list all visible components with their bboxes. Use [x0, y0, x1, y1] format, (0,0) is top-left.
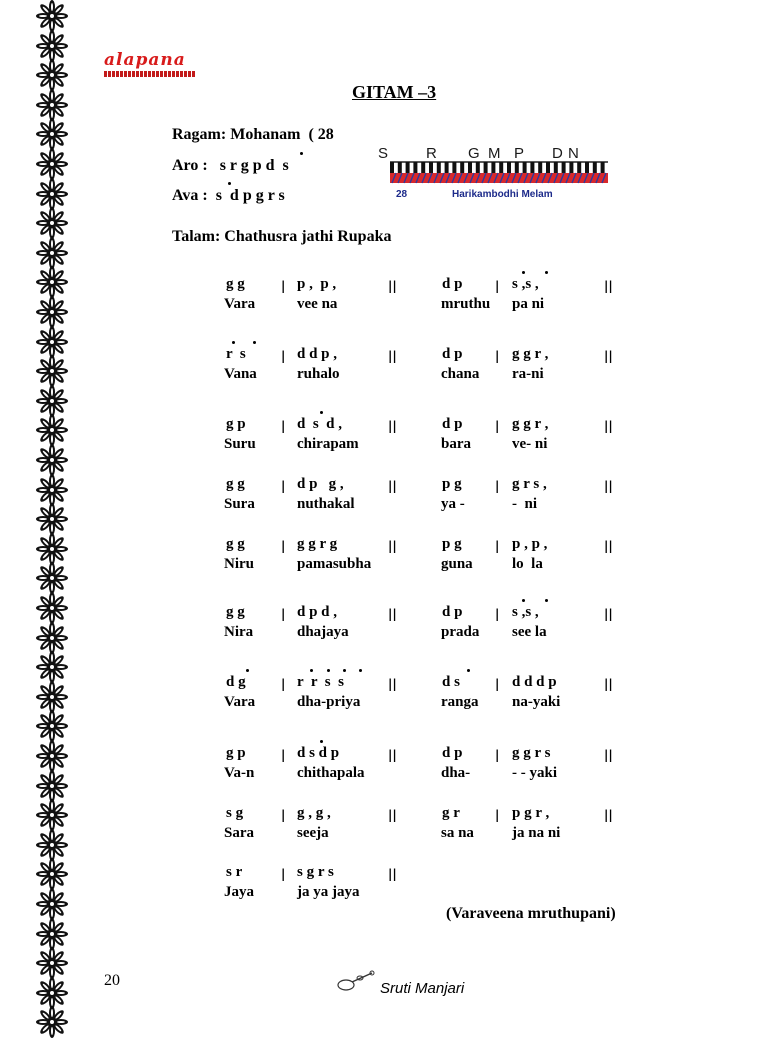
swara-1: g g — [226, 604, 245, 620]
octave-dot — [310, 669, 313, 672]
avartanam-bar: || — [604, 539, 613, 553]
octave-dot — [327, 669, 330, 672]
avartanam-bar: || — [604, 748, 613, 762]
flower-ornament-icon — [36, 178, 68, 210]
page-title: GITAM –3 — [352, 82, 437, 102]
avartanam-bar: || — [388, 419, 397, 433]
swara-2: s g r s — [297, 864, 334, 880]
lyric-3: bara — [441, 436, 471, 452]
swara-2: r r s s — [297, 674, 344, 690]
swara-2: d d p , — [297, 346, 338, 362]
flower-ornament-icon — [36, 474, 68, 506]
swara-4: g g r , — [512, 346, 549, 362]
flower-ornament-icon — [36, 1006, 68, 1038]
octave-dot — [232, 341, 235, 344]
lyric-1: Vana — [224, 366, 257, 382]
octave-dot — [359, 669, 362, 672]
swara-1: g p — [226, 416, 246, 432]
lyric-2: dhajaya — [297, 624, 349, 640]
flower-ornament-icon — [36, 888, 68, 920]
swara-4: d d d p — [512, 674, 557, 690]
lyric-2: chirapam — [297, 436, 359, 452]
keyboard-note-label: N — [568, 145, 579, 162]
flower-ornament-icon — [36, 148, 68, 180]
melakarta-keyboard-image — [376, 140, 612, 202]
beat-bar: | — [281, 808, 286, 822]
octave-dot — [253, 341, 256, 344]
swara-4: g g r , — [512, 416, 549, 432]
beat-bar: | — [495, 349, 500, 363]
swara-2: p , p , — [297, 276, 337, 292]
lyric-1: Vara — [224, 694, 256, 710]
octave-dot — [320, 411, 323, 414]
swara-1: s r — [226, 864, 243, 880]
alapana-logo — [104, 50, 200, 96]
ava-line: Ava : s d p g r s — [172, 187, 285, 204]
footer-title: Sruti Manjari — [380, 980, 465, 997]
flower-ornament-icon — [36, 237, 68, 269]
beat-bar: | — [281, 677, 286, 691]
swara-4: g g r s — [512, 745, 551, 761]
lyric-1: Sura — [224, 496, 255, 512]
lyric-4: lo la — [512, 556, 543, 572]
beat-bar: | — [281, 419, 286, 433]
flower-ornament-icon — [36, 503, 68, 535]
avartanam-bar: || — [604, 677, 613, 691]
flower-ornament-icon — [36, 947, 68, 979]
avartanam-bar: || — [604, 479, 613, 493]
swara-4: s ,s , — [512, 276, 539, 292]
lyric-2: chithapala — [297, 765, 365, 781]
swara-2: d p d , — [297, 604, 338, 620]
swara-3: g r — [442, 805, 460, 821]
lyric-2: ja ya jaya — [297, 884, 360, 900]
swara-4: p g r , — [512, 805, 550, 821]
flower-ornament-icon — [36, 533, 68, 565]
flower-ornament-icon — [36, 30, 68, 62]
octave-dot — [522, 271, 525, 274]
swara-1: g g — [226, 476, 245, 492]
swara-1: g g — [226, 276, 245, 292]
flower-ornament-icon — [36, 562, 68, 594]
swara-4: g r s , — [512, 476, 547, 492]
swara-2: g , g , — [297, 805, 331, 821]
lyric-1: Suru — [224, 436, 256, 452]
logo-text: alapana — [104, 50, 186, 70]
beat-bar: | — [495, 607, 500, 621]
swara-3: d p — [442, 604, 463, 620]
beat-bar: | — [495, 279, 500, 293]
avartanam-bar: || — [388, 748, 397, 762]
flower-ornament-icon — [36, 444, 68, 476]
lyric-3: mruthu — [441, 296, 491, 312]
avartanam-bar: || — [388, 607, 397, 621]
swara-3: d p — [442, 745, 463, 761]
lyric-2: seeja — [297, 825, 329, 841]
swara-1: g g — [226, 536, 245, 552]
page-number: 20 — [104, 972, 120, 989]
avartanam-bar: || — [604, 279, 613, 293]
octave-dot — [522, 599, 525, 602]
flower-ornament-icon — [36, 829, 68, 861]
gitam-reference: (Varaveena mruthupani) — [446, 905, 616, 922]
avartanam-bar: || — [388, 539, 397, 553]
avartanam-bar: || — [388, 479, 397, 493]
avartanam-bar: || — [604, 349, 613, 363]
octave-dot — [467, 669, 470, 672]
flower-ornament-icon — [36, 710, 68, 742]
lyric-3: ya - — [441, 496, 465, 512]
lyric-2: ruhalo — [297, 366, 340, 382]
lyric-1: Nira — [224, 624, 254, 640]
keyboard-note-label: P — [514, 145, 525, 162]
flower-ornament-icon — [36, 681, 68, 713]
swara-1: r s — [226, 346, 246, 362]
flower-ornament-icon — [36, 0, 68, 32]
talam-line: Talam: Chathusra jathi Rupaka — [172, 228, 392, 245]
swara-3: d s — [442, 674, 460, 690]
octave-dot — [320, 740, 323, 743]
avartanam-bar: || — [388, 677, 397, 691]
swara-1: g p — [226, 745, 246, 761]
beat-bar: | — [495, 539, 500, 553]
lyric-4: see la — [512, 624, 547, 640]
lyric-1: Niru — [224, 556, 254, 572]
flower-ornament-icon — [36, 89, 68, 121]
flower-ornament-icon — [36, 414, 68, 446]
avartanam-bar: || — [388, 808, 397, 822]
avartanam-bar: || — [604, 808, 613, 822]
swara-4: p , p , — [512, 536, 548, 552]
lyric-2: pamasubha — [297, 556, 372, 572]
lyric-3: guna — [441, 556, 473, 572]
swara-3: d p — [442, 276, 463, 292]
lyric-1: Sara — [224, 825, 254, 841]
lyric-2: nuthakal — [297, 496, 355, 512]
swara-3: d p — [442, 346, 463, 362]
lyric-2: dha-priya — [297, 694, 361, 710]
beat-bar: | — [281, 607, 286, 621]
lyric-3: ranga — [441, 694, 479, 710]
octave-dot — [300, 152, 303, 155]
avartanam-bar: || — [388, 867, 397, 881]
beat-bar: | — [495, 808, 500, 822]
lyric-4: - ni — [512, 496, 538, 512]
flower-ornament-icon — [36, 355, 68, 387]
lyric-1: Vara — [224, 296, 256, 312]
keyboard-note-label: G — [468, 145, 480, 162]
swara-2: g g r g — [297, 536, 338, 552]
lyric-4: - - yaki — [512, 765, 557, 781]
lyric-4: na-yaki — [512, 694, 561, 710]
swara-3: p g — [442, 476, 462, 492]
octave-dot — [545, 271, 548, 274]
avartanam-bar: || — [604, 419, 613, 433]
flower-ornament-icon — [36, 858, 68, 890]
octave-dot — [246, 669, 249, 672]
beat-bar: | — [281, 279, 286, 293]
swara-4: s ,s , — [512, 604, 539, 620]
lyric-3: prada — [441, 624, 480, 640]
lyric-4: ra-ni — [512, 366, 544, 382]
avartanam-bar: || — [388, 349, 397, 363]
swara-3: p g — [442, 536, 462, 552]
octave-dot — [228, 182, 231, 185]
flower-ornament-icon — [36, 977, 68, 1009]
keyboard-note-label: D — [552, 145, 563, 162]
lyric-1: Jaya — [224, 884, 254, 900]
flower-ornament-icon — [36, 592, 68, 624]
beat-bar: | — [495, 479, 500, 493]
beat-bar: | — [281, 539, 286, 553]
ragam-line: Ragam: Mohanam ( 28 — [172, 126, 334, 143]
lyric-2: vee na — [297, 296, 338, 312]
lyric-4: ve- ni — [512, 436, 548, 452]
octave-dot — [343, 669, 346, 672]
beat-bar: | — [281, 349, 286, 363]
swara-2: d p g , — [297, 476, 344, 492]
aro-line: Aro : s r g p d s — [172, 157, 289, 174]
beat-bar: | — [495, 419, 500, 433]
flower-border — [36, 0, 68, 1024]
swara-1: s g — [226, 805, 244, 821]
swara-2: d s d , — [297, 416, 343, 432]
flower-ornament-icon — [36, 118, 68, 150]
swara-2: d s d p — [297, 745, 340, 761]
beat-bar: | — [495, 677, 500, 691]
flower-ornament-icon — [36, 207, 68, 239]
flower-ornament-icon — [36, 296, 68, 328]
flower-ornament-icon — [36, 918, 68, 950]
veena-icon — [336, 970, 376, 992]
avartanam-bar: || — [388, 279, 397, 293]
avartanam-bar: || — [604, 607, 613, 621]
flower-ornament-icon — [36, 326, 68, 358]
flower-ornament-icon — [36, 799, 68, 831]
flower-ornament-icon — [36, 59, 68, 91]
beat-bar: | — [281, 479, 286, 493]
lyric-3: sa na — [441, 825, 474, 841]
lyric-4: pa ni — [512, 296, 545, 312]
svg-text:Harikambodhi Melam: Harikambodhi Melam — [452, 189, 553, 200]
octave-dot — [545, 599, 548, 602]
svg-text:28: 28 — [396, 189, 408, 200]
lyric-3: chana — [441, 366, 480, 382]
lyric-4: ja na ni — [512, 825, 561, 841]
swara-3: d p — [442, 416, 463, 432]
keyboard-note-label: S — [378, 145, 389, 162]
flower-ornament-icon — [36, 651, 68, 683]
keyboard-note-label: M — [488, 145, 501, 162]
flower-ornament-icon — [36, 622, 68, 654]
swara-1: d g — [226, 674, 246, 690]
keyboard-note-label: R — [426, 145, 437, 162]
flower-ornament-icon — [36, 266, 68, 298]
flower-ornament-icon — [36, 385, 68, 417]
logo-underline — [104, 71, 196, 77]
beat-bar: | — [281, 867, 286, 881]
lyric-1: Va-n — [224, 765, 255, 781]
flower-ornament-icon — [36, 740, 68, 772]
beat-bar: | — [495, 748, 500, 762]
flower-ornament-icon — [36, 770, 68, 802]
lyric-3: dha- — [441, 765, 471, 781]
beat-bar: | — [281, 748, 286, 762]
